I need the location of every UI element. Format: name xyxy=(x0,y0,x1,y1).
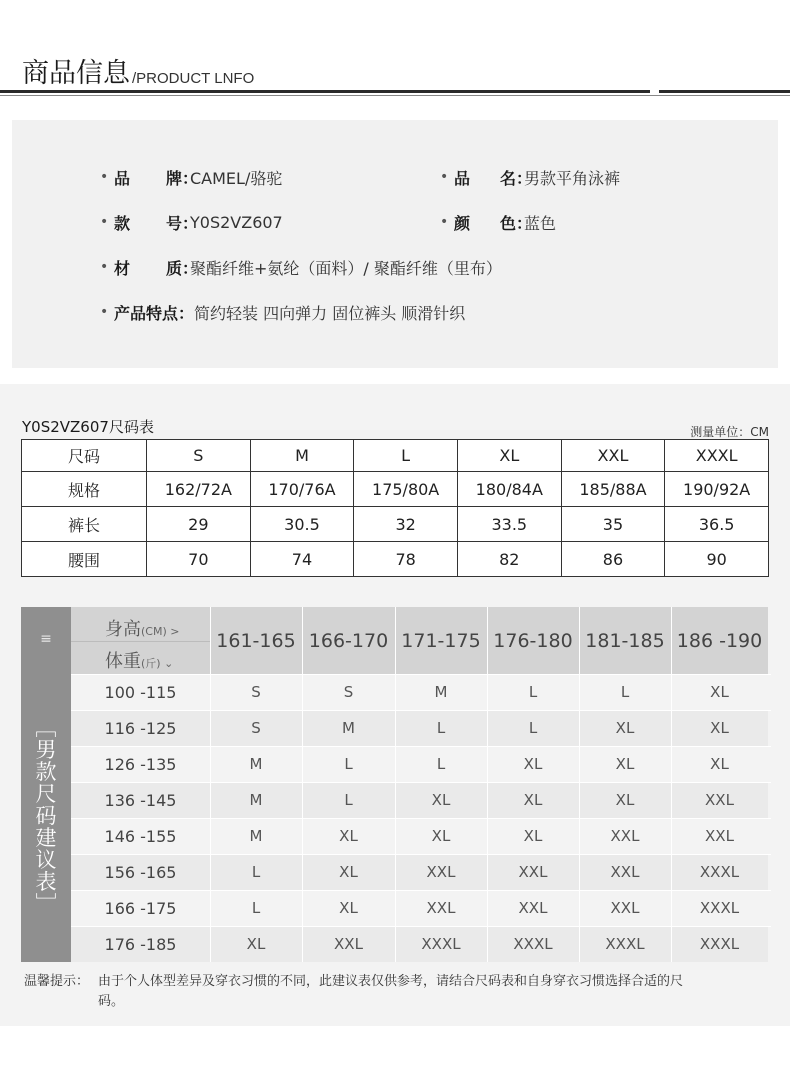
recommended-size-cell: XXXL xyxy=(671,854,768,890)
recommended-size-cell: XXL xyxy=(395,854,487,890)
grid-row-divider xyxy=(71,926,771,927)
tip-text: 由于个人体型差异及穿衣习惯的不同，此建议表仅供参考，请结合尺码表和自身穿衣习惯选择合适的尺码。 xyxy=(98,974,684,1009)
sidebar-title-char: ﹇ xyxy=(35,716,57,740)
size-table-cell: 180/84A xyxy=(457,472,561,507)
recommended-size-cell: XXL xyxy=(487,890,579,926)
info-material xyxy=(100,254,502,280)
name-label-char: 品 xyxy=(454,168,471,188)
recommended-size-cell: XL xyxy=(302,854,395,890)
recommended-size-cell: S xyxy=(302,674,395,710)
title-english: /PRODUCT LNFO xyxy=(132,70,255,87)
grid-row-divider xyxy=(71,710,771,711)
sidebar-title-char: 男 xyxy=(35,738,57,762)
grid-column-divider xyxy=(395,607,396,962)
grid-corner-header xyxy=(71,607,210,674)
recommended-size-cell: L xyxy=(302,782,395,818)
recommended-size-cell: XL xyxy=(302,890,395,926)
size-table-cell: 175/80A xyxy=(354,472,458,507)
size-table-cell: XXXL xyxy=(665,440,769,472)
sidebar-title-char: 表 xyxy=(35,870,57,894)
height-unit: (CM) > xyxy=(141,625,180,638)
recommended-size-cell: L xyxy=(210,890,302,926)
size-table-row xyxy=(22,507,769,542)
recommended-size-cell: S xyxy=(210,674,302,710)
color-label-char: 颜 xyxy=(454,213,471,233)
size-table-row-header: 腰围 xyxy=(22,542,147,577)
height-axis-label xyxy=(105,615,179,641)
menu-icon: ≡ xyxy=(40,631,52,647)
size-table-cell: 30.5 xyxy=(250,507,354,542)
info-color xyxy=(440,209,556,235)
features-value: 简约轻装 四向弹力 固位裤头 顺滑针织 xyxy=(194,303,466,323)
recommended-size-cell: XXL xyxy=(579,890,671,926)
recommended-size-cell: XXL xyxy=(579,818,671,854)
recommended-size-cell: M xyxy=(395,674,487,710)
recommended-size-cell: XXL xyxy=(671,782,768,818)
recommended-size-cell: XL xyxy=(579,782,671,818)
height-label: 身高 xyxy=(105,619,141,640)
grid-column-divider xyxy=(302,607,303,962)
page-title xyxy=(22,56,254,90)
grid-row-divider xyxy=(71,674,771,675)
recommended-size-cell: XL xyxy=(487,746,579,782)
size-table-row xyxy=(22,542,769,577)
size-table-cell: XL xyxy=(457,440,561,472)
recommended-size-cell: XXXL xyxy=(579,926,671,962)
weight-range-label: 146 -155 xyxy=(71,818,210,854)
product-info-panel xyxy=(12,120,778,368)
corner-divider xyxy=(71,641,210,642)
recommended-size-cell: XXXL xyxy=(671,890,768,926)
sidebar-title-char: 议 xyxy=(35,848,57,872)
weight-range-label: 100 -115 xyxy=(71,674,210,710)
size-table-cell: 29 xyxy=(147,507,251,542)
recommended-size-cell: L xyxy=(487,710,579,746)
recommended-size-cell: XXL xyxy=(395,890,487,926)
sidebar-title-char: 尺 xyxy=(35,782,57,806)
bullet-icon: • xyxy=(100,169,109,185)
bullet-icon: • xyxy=(440,214,449,230)
weight-range-label: 126 -135 xyxy=(71,746,210,782)
recommended-size-cell: M xyxy=(210,746,302,782)
recommended-size-cell: XL xyxy=(579,710,671,746)
grid-column-divider xyxy=(671,607,672,962)
size-table-cell: 162/72A xyxy=(147,472,251,507)
style-label-end: 号： xyxy=(166,213,199,233)
info-style xyxy=(100,209,283,235)
color-label-end: 色： xyxy=(500,213,533,233)
recommended-size-cell: M xyxy=(210,818,302,854)
height-range-header: 186 -190 xyxy=(671,607,768,674)
tip-note xyxy=(24,972,684,1012)
bullet-icon: • xyxy=(100,214,109,230)
recommended-size-cell: M xyxy=(302,710,395,746)
recommended-size-cell: L xyxy=(210,854,302,890)
grid-row-divider xyxy=(71,782,771,783)
material-value: 聚酯纤维+氨纶（面料）/ 聚酯纤维（里布） xyxy=(190,258,502,278)
recommended-size-cell: XXL xyxy=(302,926,395,962)
size-table-cell: 190/92A xyxy=(665,472,769,507)
weight-axis-label xyxy=(105,647,173,673)
header-rule-left xyxy=(0,90,650,93)
header-rule-thin xyxy=(0,95,790,96)
size-table-row-header: 裤长 xyxy=(22,507,147,542)
recommended-size-cell: XXXL xyxy=(487,926,579,962)
grid-row-divider xyxy=(71,854,771,855)
recommended-size-cell: L xyxy=(579,674,671,710)
tip-label: 温馨提示： xyxy=(24,974,90,989)
recommended-size-cell: XXXL xyxy=(671,926,768,962)
size-chart-unit: 测量单位：CM xyxy=(690,425,769,439)
height-range-header: 161-165 xyxy=(210,607,302,674)
size-table-row-header: 尺码 xyxy=(22,440,147,472)
size-table-cell: 35 xyxy=(561,507,665,542)
recommended-size-cell: XXL xyxy=(671,818,768,854)
size-table-cell: 82 xyxy=(457,542,561,577)
sidebar-vertical-title xyxy=(21,717,71,915)
size-table-cell: 86 xyxy=(561,542,665,577)
size-table-cell: L xyxy=(354,440,458,472)
recommended-size-cell: XL xyxy=(395,818,487,854)
style-value: Y0S2VZ607 xyxy=(190,212,283,232)
brand-label-char: 品 xyxy=(114,168,131,188)
features-label: 产品特点： xyxy=(114,303,195,323)
size-table-cell: XXL xyxy=(561,440,665,472)
size-table-cell: M xyxy=(250,440,354,472)
weight-range-label: 176 -185 xyxy=(71,926,210,962)
size-table-cell: 36.5 xyxy=(665,507,769,542)
height-range-header: 181-185 xyxy=(579,607,671,674)
recommended-size-cell: XL xyxy=(579,746,671,782)
grid-column-divider xyxy=(579,607,580,962)
title-chinese: 商品信息 xyxy=(22,58,130,89)
recommended-size-cell: L xyxy=(395,710,487,746)
size-table-row xyxy=(22,440,769,472)
sidebar-title-char: 款 xyxy=(35,760,57,784)
header-rule-right xyxy=(659,90,790,93)
recommended-size-cell: XL xyxy=(671,710,768,746)
height-range-header: 171-175 xyxy=(395,607,487,674)
grid-row-divider xyxy=(71,890,771,891)
recommended-size-cell: XXL xyxy=(579,854,671,890)
recommended-size-cell: XL xyxy=(487,782,579,818)
size-table-cell: 170/76A xyxy=(250,472,354,507)
size-table-cell: S xyxy=(147,440,251,472)
brand-value: CAMEL/骆驼 xyxy=(190,168,283,188)
name-label-end: 名： xyxy=(500,168,533,188)
recommended-size-cell: S xyxy=(210,710,302,746)
sidebar-title-char: ﹈ xyxy=(35,892,57,916)
size-table-cell: 33.5 xyxy=(457,507,561,542)
weight-range-label: 136 -145 xyxy=(71,782,210,818)
size-table-cell: 90 xyxy=(665,542,769,577)
grid-column-divider xyxy=(210,607,211,962)
recommended-size-cell: XL xyxy=(671,674,768,710)
bullet-icon: • xyxy=(440,169,449,185)
weight-label: 体重 xyxy=(105,651,141,672)
style-label-char: 款 xyxy=(114,213,131,233)
weight-range-label: 116 -125 xyxy=(71,710,210,746)
recommendation-sidebar xyxy=(21,607,71,962)
recommended-size-cell: XXXL xyxy=(395,926,487,962)
sidebar-title-char: 码 xyxy=(35,804,57,828)
weight-unit: (斤) ⌄ xyxy=(141,657,174,670)
size-recommendation-grid xyxy=(21,607,771,962)
info-brand xyxy=(100,164,282,190)
recommended-size-cell: L xyxy=(395,746,487,782)
size-table-cell: 74 xyxy=(250,542,354,577)
recommended-size-cell: XXL xyxy=(487,854,579,890)
color-value: 蓝色 xyxy=(524,213,557,233)
info-name xyxy=(440,164,620,190)
recommended-size-cell: XL xyxy=(487,818,579,854)
brand-label-end: 牌： xyxy=(166,168,199,188)
material-label-end: 质： xyxy=(166,258,199,278)
bullet-icon: • xyxy=(100,304,109,320)
size-chart-title: Y0S2VZ607尺码表 xyxy=(22,418,154,436)
recommended-size-cell: XL xyxy=(210,926,302,962)
size-table-row-header: 规格 xyxy=(22,472,147,507)
weight-range-label: 156 -165 xyxy=(71,854,210,890)
recommended-size-cell: M xyxy=(210,782,302,818)
height-range-header: 166-170 xyxy=(302,607,395,674)
sidebar-title-char: 建 xyxy=(35,826,57,850)
height-range-header: 176-180 xyxy=(487,607,579,674)
recommended-size-cell: L xyxy=(302,746,395,782)
size-table-cell: 185/88A xyxy=(561,472,665,507)
grid-row-divider xyxy=(71,818,771,819)
weight-range-label: 166 -175 xyxy=(71,890,210,926)
grid-row-divider xyxy=(71,746,771,747)
recommended-size-cell: XL xyxy=(302,818,395,854)
size-table-cell: 78 xyxy=(354,542,458,577)
name-value: 男款平角泳裤 xyxy=(524,168,621,188)
size-table-row xyxy=(22,472,769,507)
size-chart-table xyxy=(21,439,769,577)
size-table-cell: 70 xyxy=(147,542,251,577)
grid-column-divider xyxy=(487,607,488,962)
bullet-icon: • xyxy=(100,259,109,275)
size-table-cell: 32 xyxy=(354,507,458,542)
recommended-size-cell: L xyxy=(487,674,579,710)
recommended-size-cell: XL xyxy=(671,746,768,782)
material-label-char: 材 xyxy=(114,258,131,278)
info-features xyxy=(100,299,465,325)
recommended-size-cell: XL xyxy=(395,782,487,818)
